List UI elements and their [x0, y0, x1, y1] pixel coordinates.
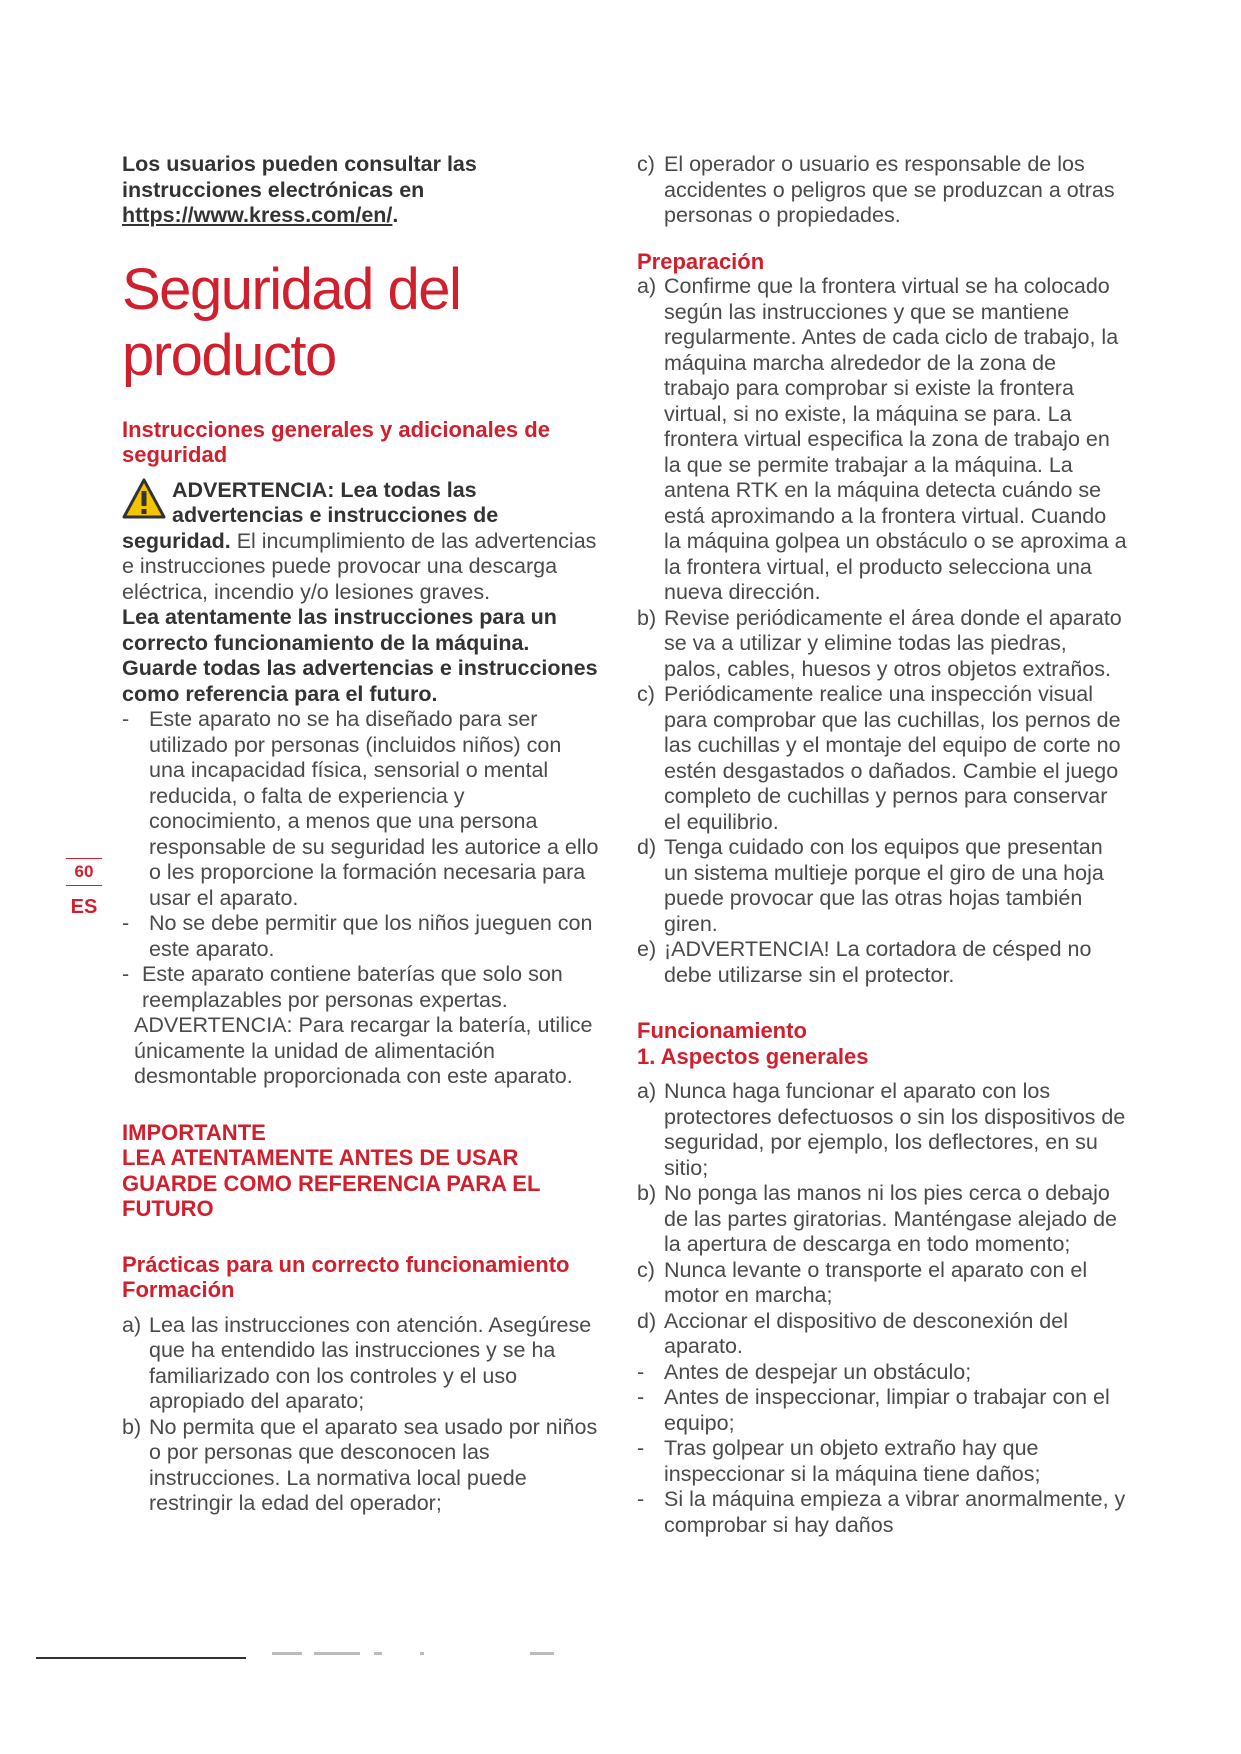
- list-marker: a): [637, 274, 657, 298]
- list-item-text: No ponga las manos ni los pies cerca o debajo de las partes giratorias. Manténgase alejado de la apertura de descarga en todo momento;: [664, 1181, 1117, 1256]
- list-marker: c): [637, 1257, 655, 1282]
- list-item: [637, 1360, 1127, 1386]
- training-list: [122, 1313, 602, 1517]
- list-marker: a): [122, 1312, 142, 1337]
- list-marker: d): [637, 835, 657, 859]
- list-marker: -: [122, 707, 130, 731]
- right-column: [637, 152, 1127, 1538]
- list-item: [637, 1436, 1127, 1487]
- language-code: ES: [70, 896, 98, 918]
- list-item: [637, 1181, 1127, 1258]
- list-item: [637, 1385, 1127, 1436]
- list-marker: b): [637, 605, 657, 630]
- list-item-text: Revise periódicamente el área donde el aparato se va a utilizar y elimine todas las piedras, palos, cables, huesos y otros objetos extraños.: [664, 605, 1122, 681]
- section-heading-operation: Funcionamiento: [637, 1018, 807, 1043]
- list-item: [637, 606, 1127, 683]
- section-heading-general-aspects: 1. Aspectos generales: [637, 1043, 869, 1069]
- list-item-text: Antes de despejar un obstáculo;: [664, 1359, 972, 1384]
- section-heading-preparation: Preparación: [637, 248, 765, 274]
- footer-rule: [36, 1657, 246, 1659]
- list-item-text: Lea las instrucciones con atención. Asegúrese que ha entendido las instrucciones y se ha familiarizado con los controles y el uso apropiado del aparato;: [149, 1312, 592, 1413]
- list-item-text: ¡ADVERTENCIA! La cortadora de césped no debe utilizarse sin el protector.: [664, 937, 1092, 987]
- list-item: [122, 707, 602, 911]
- list-item-text: Periódicamente realice una inspección visual para comprobar que las cuchillas, los pernos de las cuchillas y el montaje del equipo de corte no estén desgastados o dañados. Cambie el juego completo de cuchillas y pernos para conservar el equilibrio.: [664, 682, 1121, 834]
- list-item: [637, 1309, 1127, 1360]
- list-marker: b): [122, 1414, 142, 1439]
- list-item-text: No se debe permitir que los niños jueguen con este aparato.: [149, 911, 593, 961]
- list-marker: b): [637, 1181, 657, 1205]
- section-heading-practices: Prácticas para un correcto funcionamiento: [122, 1251, 570, 1277]
- list-item: [122, 1415, 602, 1517]
- warning-triangle-icon: [122, 478, 166, 520]
- list-marker: e): [637, 937, 657, 961]
- list-marker: -: [637, 1487, 645, 1511]
- operation-list: [637, 1079, 1127, 1538]
- kress-link[interactable]: https://www.kress.com/en/: [122, 203, 393, 227]
- section-heading-training: Formación: [122, 1277, 235, 1302]
- warning-paragraph: [122, 478, 602, 606]
- important-heading: IMPORTANTE: [122, 1119, 266, 1145]
- list-item: [637, 937, 1127, 988]
- list-item: [637, 1487, 1127, 1538]
- list-item: [637, 835, 1127, 937]
- list-item-text: Este aparato contiene baterías que solo son reemplazables por personas expertas.: [142, 962, 563, 1012]
- list-marker: c): [637, 152, 655, 176]
- list-item-text: El operador o usuario es responsable de los accidentes o peligros que se produzcan a otras personas o propiedades.: [664, 152, 1115, 227]
- list-marker: c): [637, 682, 655, 706]
- list-item-text: Nunca haga funcionar el aparato con los protectores defectuosos o sin los dispositivos de seguridad, por ejemplo, los deflectores, en su sitio;: [664, 1079, 1126, 1180]
- list-item: [637, 682, 1127, 835]
- list-item: [122, 911, 602, 962]
- list-item-text: Nunca levante o transporte el aparato con el motor en marcha;: [664, 1257, 1088, 1307]
- list-item-text: Confirme que la frontera virtual se ha colocado según las instrucciones y que se mantiene regularmente. Antes de cada ciclo de trabajo, la máquina marcha alrededor de la zona de trabajo para comprobar si existe la frontera virtual, si no existe, la máquina se para. La frontera virtual especifica la zona de trabajo en la que se permite trabajar a la máquina. La antena RTK en la máquina detecta cuándo se está aproximando a la frontera virtual. Cuando la máquina golpea un obstáculo o se aproxima a la frontera virtual, el producto selecciona una nueva dirección.: [664, 274, 1127, 604]
- list-marker: -: [122, 911, 130, 935]
- list-item: [122, 962, 602, 1013]
- list-item-text: Tras golpear un objeto extraño hay que inspeccionar si la máquina tiene daños;: [664, 1436, 1041, 1486]
- page-number: 60: [66, 858, 102, 886]
- list-item-text: Accionar el dispositivo de desconexión del aparato.: [664, 1308, 1068, 1358]
- list-item-text: No permita que el aparato sea usado por niños o por personas que desconocen las instrucciones. La normativa local puede restringir la edad del operador;: [149, 1414, 598, 1515]
- list-item: [637, 1258, 1127, 1309]
- list-item-text: Este aparato no se ha diseñado para ser utilizado por personas (incluidos niños) con una incapacidad física, sensorial o mental reducida, o falta de experiencia y conocimiento, a menos que una persona responsable de su seguridad les autorice a ello o les proporcione la formación necesaria para usar el aparato.: [149, 707, 599, 910]
- list-marker: -: [637, 1436, 645, 1460]
- left-bullet-list: [122, 707, 602, 1090]
- footer-marks: [270, 1650, 570, 1658]
- list-item: [637, 274, 1127, 606]
- intro-end: .: [392, 203, 399, 227]
- battery-warning-text: ADVERTENCIA: Para recargar la batería, utilice únicamente la unidad de alimentación desmontable proporcionada con este aparato.: [134, 1013, 593, 1088]
- list-item: [637, 1079, 1127, 1181]
- list-marker: -: [637, 1385, 645, 1409]
- left-column: [122, 152, 602, 1517]
- page-title-line1: Seguridad del: [122, 256, 461, 322]
- important-keep-heading: GUARDE COMO REFERENCIA PARA EL FUTURO: [122, 1170, 541, 1221]
- list-marker: -: [637, 1359, 645, 1384]
- list-item-text: Tenga cuidado con los equipos que presentan un sistema multieje porque el giro de una hoja puede provocar que las otras hojas también giren.: [664, 835, 1104, 936]
- list-item: [122, 1313, 602, 1415]
- list-item: [637, 152, 1127, 229]
- intro-text: Los usuarios pueden consultar las instrucciones electrónicas en: [122, 152, 477, 202]
- page-title: [122, 257, 602, 389]
- battery-warning: [122, 1013, 602, 1090]
- page-marker: [66, 858, 102, 919]
- warning-lead: ADVERTENCIA: Lea todas las advertencias e instrucciones de seguridad.: [122, 477, 499, 553]
- section-heading-general-safety: Instrucciones generales y adicionales de seguridad: [122, 416, 550, 467]
- warning-body: El incumplimiento de las advertencias e instrucciones puede provocar una descarga eléctrica, incendio y/o lesiones graves.: [122, 528, 597, 604]
- list-item-text: Si la máquina empieza a vibrar anormalmente, y comprobar si hay daños: [664, 1487, 1126, 1537]
- list-item-text: Antes de inspeccionar, limpiar o trabajar con el equipo;: [664, 1385, 1110, 1435]
- important-read-heading: LEA ATENTAMENTE ANTES DE USAR: [122, 1145, 519, 1170]
- list-marker: -: [122, 962, 130, 986]
- page-title-line2: producto: [122, 322, 336, 388]
- preparation-list: [637, 274, 1127, 988]
- list-marker: d): [637, 1308, 657, 1333]
- bold-note: Lea atentamente las instrucciones para un correcto funcionamiento de la máquina. Guarde todas las advertencias e instrucciones como referencia para el futuro.: [122, 605, 598, 706]
- intro-paragraph: [122, 152, 602, 229]
- list-marker: a): [637, 1079, 657, 1103]
